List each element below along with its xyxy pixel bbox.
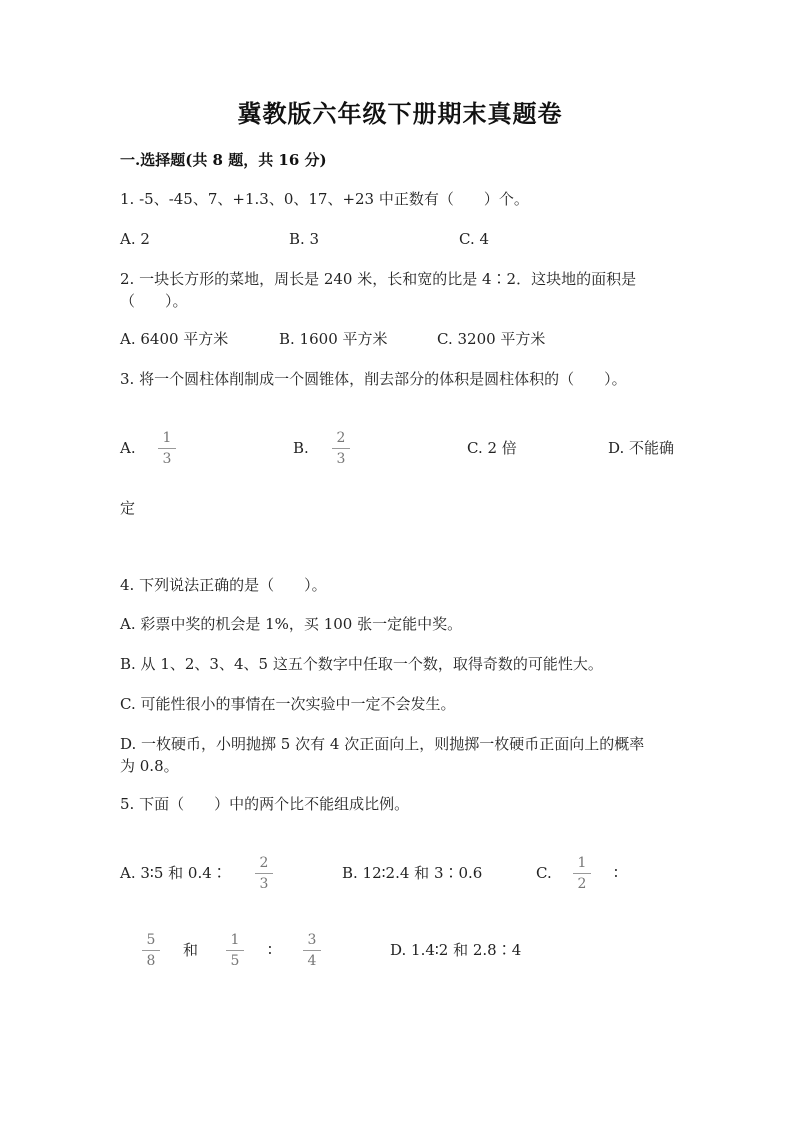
question-5-option-c-fraction-2 <box>142 933 160 968</box>
question-2-stem-line1: 2. 一块长方形的菜地，周长是 240 米，长和宽的比是 4∶2．这块地的面积是 <box>120 270 637 288</box>
fraction-denominator: 3 <box>259 876 269 892</box>
fraction-numerator: 2 <box>255 856 273 874</box>
fraction-numerator: 1 <box>226 933 244 951</box>
fraction-denominator: 4 <box>307 953 317 969</box>
question-4-option-d-line1: D. 一枚硬币，小明抛掷 5 次有 4 次正面向上，则抛掷一枚硬币正面向上的概率 <box>120 735 645 753</box>
question-5-option-c-fraction-1 <box>573 856 591 891</box>
question-5-option-d: D. 1.4∶2 和 2.8∶4 <box>390 941 522 959</box>
question-5-option-a-fraction <box>255 856 273 891</box>
question-3-option-c: C. 2 倍 <box>467 439 517 457</box>
question-4-option-a: A. 彩票中奖的机会是 1%，买 100 张一定能中奖。 <box>120 615 463 633</box>
fraction-numerator: 1 <box>573 856 591 874</box>
fraction-denominator: 5 <box>230 953 240 969</box>
question-2-option-b: B. 1600 平方米 <box>279 330 388 348</box>
fraction-denominator: 8 <box>146 953 156 969</box>
question-5-option-c-fraction-3 <box>226 933 244 968</box>
question-3-option-d-continued: 定 <box>120 499 136 517</box>
fraction-numerator: 1 <box>158 431 176 449</box>
question-3-option-a-fraction <box>158 431 176 466</box>
question-4-option-b: B. 从 1、2、3、4、5 这五个数字中任取一个数，取得奇数的可能性大。 <box>120 655 603 673</box>
question-3-option-b: B. <box>293 439 309 457</box>
question-3-option-b-fraction <box>332 431 350 466</box>
question-3-option-d: D. 不能确 <box>608 439 675 457</box>
question-5-stem: 5. 下面（ ）中的两个比不能组成比例。 <box>120 795 410 813</box>
ratio-colon: ∶ <box>268 941 272 959</box>
question-3-stem: 3. 将一个圆柱体削制成一个圆锥体，削去部分的体积是圆柱体积的（ ）。 <box>120 370 627 388</box>
fraction-denominator: 3 <box>162 451 172 467</box>
question-4-stem: 4. 下列说法正确的是（ ）。 <box>120 576 327 594</box>
question-4-option-c: C. 可能性很小的事情在一次实验中一定不会发生。 <box>120 695 456 713</box>
question-2-option-c: C. 3200 平方米 <box>437 330 546 348</box>
page-title: 冀教版六年级下册期末真题卷 <box>237 99 563 128</box>
question-3-option-a: A. <box>120 439 136 457</box>
fraction-denominator: 3 <box>336 451 346 467</box>
question-5-option-b: B. 12∶2.4 和 3∶0.6 <box>342 864 483 882</box>
question-1-stem: 1. -5、-45、7、+1.3、0、17、+23 中正数有（ ）个。 <box>120 190 529 208</box>
question-1-option-a: A. 2 <box>120 230 150 248</box>
question-2-option-a: A. 6400 平方米 <box>120 330 229 348</box>
and-word: 和 <box>183 941 199 959</box>
fraction-numerator: 3 <box>303 933 321 951</box>
question-2-stem-line2: （ ）。 <box>120 292 188 310</box>
question-5-option-a: A. 3∶5 和 0.4∶ <box>120 864 227 882</box>
fraction-numerator: 2 <box>332 431 350 449</box>
ratio-colon: ∶ <box>614 864 618 882</box>
question-1-option-b: B. 3 <box>289 230 320 248</box>
fraction-numerator: 5 <box>142 933 160 951</box>
question-5-option-c-fraction-4 <box>303 933 321 968</box>
question-1-option-c: C. 4 <box>459 230 490 248</box>
section-heading: 一.选择题(共 8 题，共 16 分) <box>120 151 327 169</box>
question-4-option-d-line2: 为 0.8。 <box>120 757 179 775</box>
question-5-option-c: C. <box>536 864 552 882</box>
fraction-denominator: 2 <box>577 876 587 892</box>
